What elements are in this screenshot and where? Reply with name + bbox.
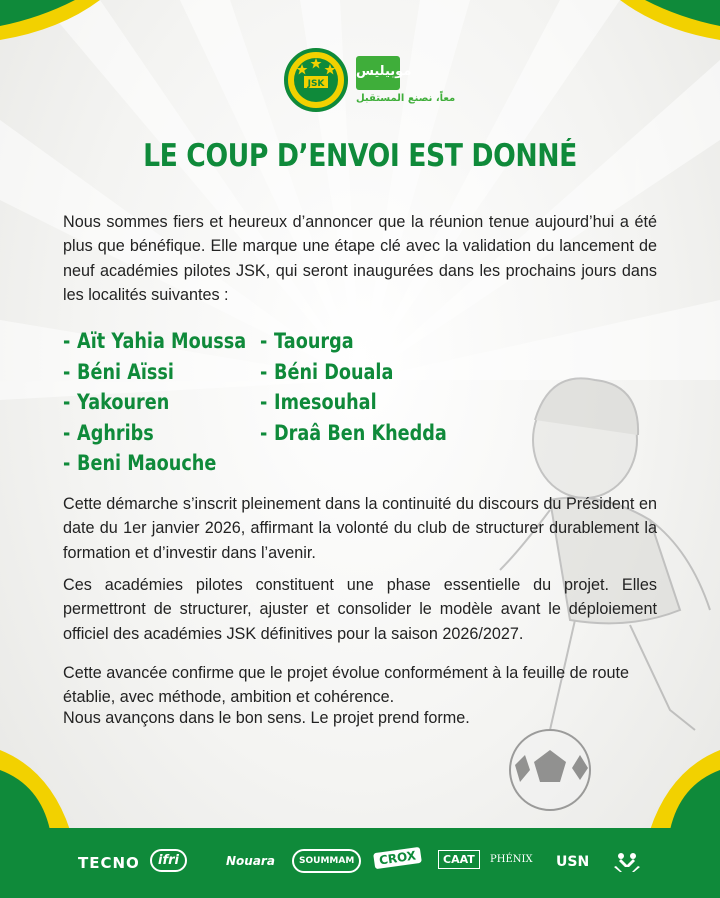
locality-name: Béni Douala — [274, 359, 394, 384]
sponsor-logos — [78, 850, 648, 880]
pilot-phase-paragraph: Ces académies pilotes constituent une phase essentielle du projet. Elles permettront de structurer, ajuster et consolider le modèle avant le déploiement officiel des académies JSK définitives pour la saison 2026/2027. — [63, 576, 657, 643]
bullet-mark: - — [63, 420, 71, 445]
locality-item — [260, 387, 447, 418]
locality-item — [63, 357, 246, 388]
crest-label: JSK — [307, 79, 325, 89]
bullet-mark: - — [63, 390, 71, 414]
mobilis-tagline: معاً، نصنع المستقبل — [356, 93, 456, 104]
intro-paragraph: Nous sommes fiers et heureux d’annoncer que la réunion tenue aujourd’hui a été plus que bénéfique. Elle marque une étape clé avec la validation du lancement de neuf académies pilotes JSK, qui seront inaugurées dans les prochains jours dans les localités suivantes : — [63, 213, 657, 304]
sponsor-caat-logo: CAAT — [438, 850, 480, 869]
bullet-mark: - — [63, 359, 71, 384]
progress-paragraph: Cette avancée confirme que le projet évolue conformément à la feuille de route établie, avec méthode, ambition et cohérence. — [63, 664, 629, 707]
locality-name: Taourga — [274, 329, 354, 353]
header-logos — [284, 46, 456, 116]
bullet-mark: - — [260, 329, 268, 353]
sponsor-nouara-logo: Nouara — [226, 854, 275, 868]
mobilis-logo — [356, 56, 412, 90]
locality-item — [63, 418, 246, 449]
sponsor-usn-logo: USN — [556, 854, 590, 870]
locality-item — [63, 387, 246, 418]
locality-item — [63, 326, 246, 357]
locality-item — [260, 326, 447, 357]
localities-list-left — [63, 326, 281, 479]
sponsor-phenix-logo: PHÉNIX — [490, 854, 533, 865]
mobilis-logo-mark: موبيليس — [356, 64, 412, 79]
locality-item — [260, 418, 447, 449]
locality-name: Yakouren — [77, 390, 170, 414]
locality-name: Draâ Ben Khedda — [274, 420, 447, 445]
locality-name: Béni Aïssi — [77, 359, 174, 384]
locality-name: Aït Yahia Moussa — [77, 329, 247, 353]
sponsor-ifri-logo: ifri — [150, 849, 187, 872]
sponsor-kappa-logo — [612, 852, 642, 872]
locality-item — [63, 448, 246, 479]
locality-name: Aghribs — [77, 420, 154, 445]
corner-decoration-top-right — [610, 0, 720, 50]
closing-line: Nous avançons dans le bon sens. Le projet prend forme. — [63, 709, 470, 727]
bullet-mark: - — [63, 451, 71, 475]
localities-list-right — [260, 326, 482, 448]
sponsor-footer — [0, 828, 720, 898]
locality-name: Imesouhal — [274, 390, 377, 414]
page-title: LE COUP D’ENVOI EST DONNÉ — [143, 138, 577, 174]
bullet-mark: - — [260, 359, 268, 384]
jsk-crest-logo — [284, 46, 348, 114]
sponsor-crox-logo: CROX — [373, 847, 422, 869]
continuity-paragraph: Cette démarche s’inscrit pleinement dans la continuité du discours du Président en date du 1er janvier 2026, affirmant la volonté du club de structurer durablement la formation et d’investir dans l’avenir. — [63, 495, 657, 562]
corner-decoration-bottom-left — [0, 740, 100, 830]
locality-name: Beni Maouche — [77, 451, 217, 475]
sponsor-tecno-logo: TECNO — [78, 854, 140, 872]
locality-item — [260, 357, 447, 388]
soccer-ball-icon — [510, 730, 590, 810]
bullet-mark: - — [63, 329, 71, 353]
sponsor-soummam-logo: SOUMMAM — [292, 849, 361, 873]
corner-decoration-top-left — [0, 0, 110, 50]
bullet-mark: - — [260, 420, 268, 445]
bullet-mark: - — [260, 390, 268, 414]
